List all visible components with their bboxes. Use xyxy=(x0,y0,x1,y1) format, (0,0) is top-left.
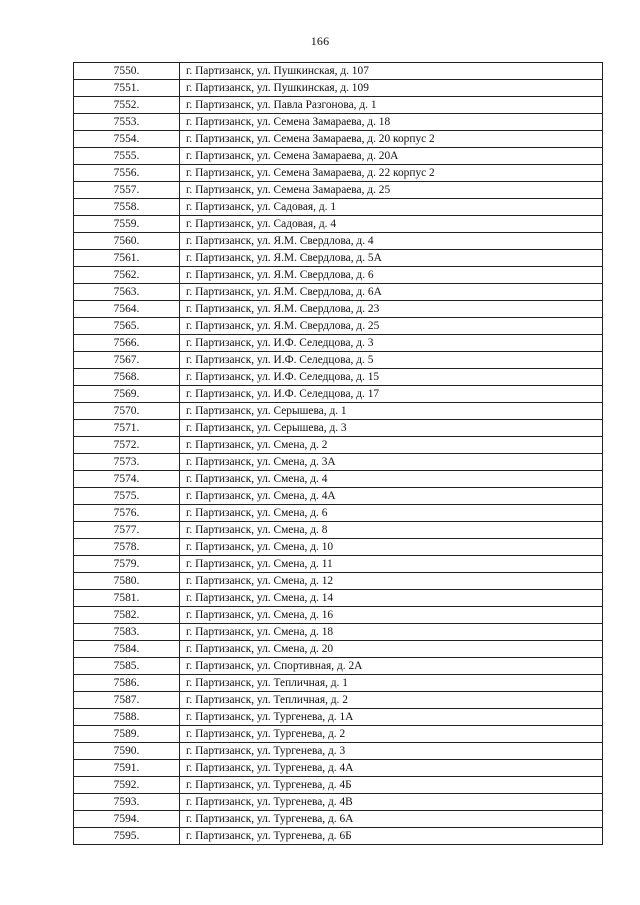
address-cell: г. Партизанск, ул. Семена Замараева, д. 18 xyxy=(180,114,603,131)
table-row xyxy=(74,301,603,318)
table-row xyxy=(74,454,603,471)
row-number-cell: 7565. xyxy=(74,318,180,335)
address-cell: г. Партизанск, ул. И.Ф. Селедцова, д. 3 xyxy=(180,335,603,352)
table-row xyxy=(74,675,603,692)
table-row xyxy=(74,471,603,488)
address-cell: г. Партизанск, ул. Садовая, д. 1 xyxy=(180,199,603,216)
address-cell: г. Партизанск, ул. Смена, д. 12 xyxy=(180,573,603,590)
table-row xyxy=(74,148,603,165)
address-cell: г. Партизанск, ул. Смена, д. 20 xyxy=(180,641,603,658)
table-row xyxy=(74,216,603,233)
page-number: 166 xyxy=(310,34,330,48)
row-number-cell: 7553. xyxy=(74,114,180,131)
table-row xyxy=(74,573,603,590)
address-cell: г. Партизанск, ул. Семена Замараева, д. 25 xyxy=(180,182,603,199)
address-cell: г. Партизанск, ул. И.Ф. Селедцова, д. 5 xyxy=(180,352,603,369)
table-row xyxy=(74,267,603,284)
address-cell: г. Партизанск, ул. Смена, д. 4 xyxy=(180,471,603,488)
address-cell: г. Партизанск, ул. Тургенева, д. 2 xyxy=(180,726,603,743)
table-row xyxy=(74,692,603,709)
row-number-cell: 7571. xyxy=(74,420,180,437)
address-cell: г. Партизанск, ул. Смена, д. 11 xyxy=(180,556,603,573)
row-number-cell: 7562. xyxy=(74,267,180,284)
address-cell: г. Партизанск, ул. Тургенева, д. 3 xyxy=(180,743,603,760)
row-number-cell: 7564. xyxy=(74,301,180,318)
row-number-cell: 7587. xyxy=(74,692,180,709)
table-row xyxy=(74,760,603,777)
row-number-cell: 7554. xyxy=(74,131,180,148)
row-number-cell: 7568. xyxy=(74,369,180,386)
address-cell: г. Партизанск, ул. Смена, д. 8 xyxy=(180,522,603,539)
table-row xyxy=(74,794,603,811)
table-row xyxy=(74,97,603,114)
address-cell: г. Партизанск, ул. Смена, д. 14 xyxy=(180,590,603,607)
table-row xyxy=(74,386,603,403)
row-number-cell: 7566. xyxy=(74,335,180,352)
row-number-cell: 7572. xyxy=(74,437,180,454)
row-number-cell: 7590. xyxy=(74,743,180,760)
row-number-cell: 7589. xyxy=(74,726,180,743)
address-cell: г. Партизанск, ул. Смена, д. 10 xyxy=(180,539,603,556)
row-number-cell: 7585. xyxy=(74,658,180,675)
row-number-cell: 7559. xyxy=(74,216,180,233)
address-cell: г. Партизанск, ул. Смена, д. 2 xyxy=(180,437,603,454)
row-number-cell: 7583. xyxy=(74,624,180,641)
address-cell: г. Партизанск, ул. Тепличная, д. 2 xyxy=(180,692,603,709)
row-number-cell: 7581. xyxy=(74,590,180,607)
table-row xyxy=(74,403,603,420)
row-number-cell: 7584. xyxy=(74,641,180,658)
table-row xyxy=(74,709,603,726)
row-number-cell: 7552. xyxy=(74,97,180,114)
table-row xyxy=(74,743,603,760)
address-cell: г. Партизанск, ул. Тургенева, д. 6А xyxy=(180,811,603,828)
row-number-cell: 7569. xyxy=(74,386,180,403)
row-number-cell: 7580. xyxy=(74,573,180,590)
address-cell: г. Партизанск, ул. Садовая, д. 4 xyxy=(180,216,603,233)
address-cell: г. Партизанск, ул. Семена Замараева, д. 20А xyxy=(180,148,603,165)
address-cell: г. Партизанск, ул. Смена, д. 4А xyxy=(180,488,603,505)
table-row xyxy=(74,250,603,267)
address-cell: г. Партизанск, ул. Спортивная, д. 2А xyxy=(180,658,603,675)
table-row xyxy=(74,641,603,658)
table-row xyxy=(74,539,603,556)
address-cell: г. Партизанск, ул. Пушкинская, д. 109 xyxy=(180,80,603,97)
row-number-cell: 7557. xyxy=(74,182,180,199)
address-cell: г. Партизанск, ул. Смена, д. 18 xyxy=(180,624,603,641)
address-cell: г. Партизанск, ул. Смена, д. 6 xyxy=(180,505,603,522)
address-cell: г. Партизанск, ул. Я.М. Свердлова, д. 6А xyxy=(180,284,603,301)
table-row xyxy=(74,114,603,131)
table-row xyxy=(74,199,603,216)
table-row xyxy=(74,607,603,624)
table-row xyxy=(74,624,603,641)
address-cell: г. Партизанск, ул. Смена, д. 16 xyxy=(180,607,603,624)
row-number-cell: 7588. xyxy=(74,709,180,726)
row-number-cell: 7570. xyxy=(74,403,180,420)
address-table-body xyxy=(74,63,603,845)
address-cell: г. Партизанск, ул. Смена, д. 3А xyxy=(180,454,603,471)
row-number-cell: 7556. xyxy=(74,165,180,182)
row-number-cell: 7555. xyxy=(74,148,180,165)
table-row xyxy=(74,318,603,335)
address-cell: г. Партизанск, ул. Серышева, д. 1 xyxy=(180,403,603,420)
table-row xyxy=(74,590,603,607)
table-row xyxy=(74,131,603,148)
row-number-cell: 7579. xyxy=(74,556,180,573)
row-number-cell: 7576. xyxy=(74,505,180,522)
address-cell: г. Партизанск, ул. Тургенева, д. 1А xyxy=(180,709,603,726)
row-number-cell: 7593. xyxy=(74,794,180,811)
row-number-cell: 7594. xyxy=(74,811,180,828)
table-row xyxy=(74,63,603,80)
address-cell: г. Партизанск, ул. Тургенева, д. 4Б xyxy=(180,777,603,794)
address-cell: г. Партизанск, ул. Тургенева, д. 6Б xyxy=(180,828,603,845)
table-row xyxy=(74,828,603,845)
address-cell: г. Партизанск, ул. И.Ф. Селедцова, д. 17 xyxy=(180,386,603,403)
row-number-cell: 7577. xyxy=(74,522,180,539)
table-row xyxy=(74,726,603,743)
address-cell: г. Партизанск, ул. Серышева, д. 3 xyxy=(180,420,603,437)
table-row xyxy=(74,522,603,539)
table-row xyxy=(74,658,603,675)
row-number-cell: 7558. xyxy=(74,199,180,216)
row-number-cell: 7592. xyxy=(74,777,180,794)
row-number-cell: 7573. xyxy=(74,454,180,471)
address-cell: г. Партизанск, ул. Павла Разгонова, д. 1 xyxy=(180,97,603,114)
row-number-cell: 7575. xyxy=(74,488,180,505)
address-cell: г. Партизанск, ул. Семена Замараева, д. 22 корпус 2 xyxy=(180,165,603,182)
address-cell: г. Партизанск, ул. Тургенева, д. 4А xyxy=(180,760,603,777)
table-row xyxy=(74,352,603,369)
address-cell: г. Партизанск, ул. Я.М. Свердлова, д. 23 xyxy=(180,301,603,318)
table-row xyxy=(74,335,603,352)
address-cell: г. Партизанск, ул. Я.М. Свердлова, д. 5А xyxy=(180,250,603,267)
table-row xyxy=(74,488,603,505)
table-row xyxy=(74,777,603,794)
table-row xyxy=(74,284,603,301)
row-number-cell: 7550. xyxy=(74,63,180,80)
address-cell: г. Партизанск, ул. Семена Замараева, д. 20 корпус 2 xyxy=(180,131,603,148)
table-row xyxy=(74,369,603,386)
address-cell: г. Партизанск, ул. Тургенева, д. 4В xyxy=(180,794,603,811)
table-row xyxy=(74,437,603,454)
row-number-cell: 7560. xyxy=(74,233,180,250)
row-number-cell: 7561. xyxy=(74,250,180,267)
address-table xyxy=(73,62,603,845)
row-number-cell: 7567. xyxy=(74,352,180,369)
address-cell: г. Партизанск, ул. Я.М. Свердлова, д. 25 xyxy=(180,318,603,335)
table-row xyxy=(74,505,603,522)
table-row xyxy=(74,233,603,250)
row-number-cell: 7582. xyxy=(74,607,180,624)
table-row xyxy=(74,182,603,199)
row-number-cell: 7591. xyxy=(74,760,180,777)
table-row xyxy=(74,556,603,573)
row-number-cell: 7574. xyxy=(74,471,180,488)
address-cell: г. Партизанск, ул. Тепличная, д. 1 xyxy=(180,675,603,692)
address-cell: г. Партизанск, ул. Я.М. Свердлова, д. 4 xyxy=(180,233,603,250)
row-number-cell: 7551. xyxy=(74,80,180,97)
address-cell: г. Партизанск, ул. И.Ф. Селедцова, д. 15 xyxy=(180,369,603,386)
table-row xyxy=(74,811,603,828)
row-number-cell: 7563. xyxy=(74,284,180,301)
table-row xyxy=(74,420,603,437)
row-number-cell: 7595. xyxy=(74,828,180,845)
table-row xyxy=(74,165,603,182)
row-number-cell: 7586. xyxy=(74,675,180,692)
address-cell: г. Партизанск, ул. Пушкинская, д. 107 xyxy=(180,63,603,80)
table-row xyxy=(74,80,603,97)
address-cell: г. Партизанск, ул. Я.М. Свердлова, д. 6 xyxy=(180,267,603,284)
row-number-cell: 7578. xyxy=(74,539,180,556)
